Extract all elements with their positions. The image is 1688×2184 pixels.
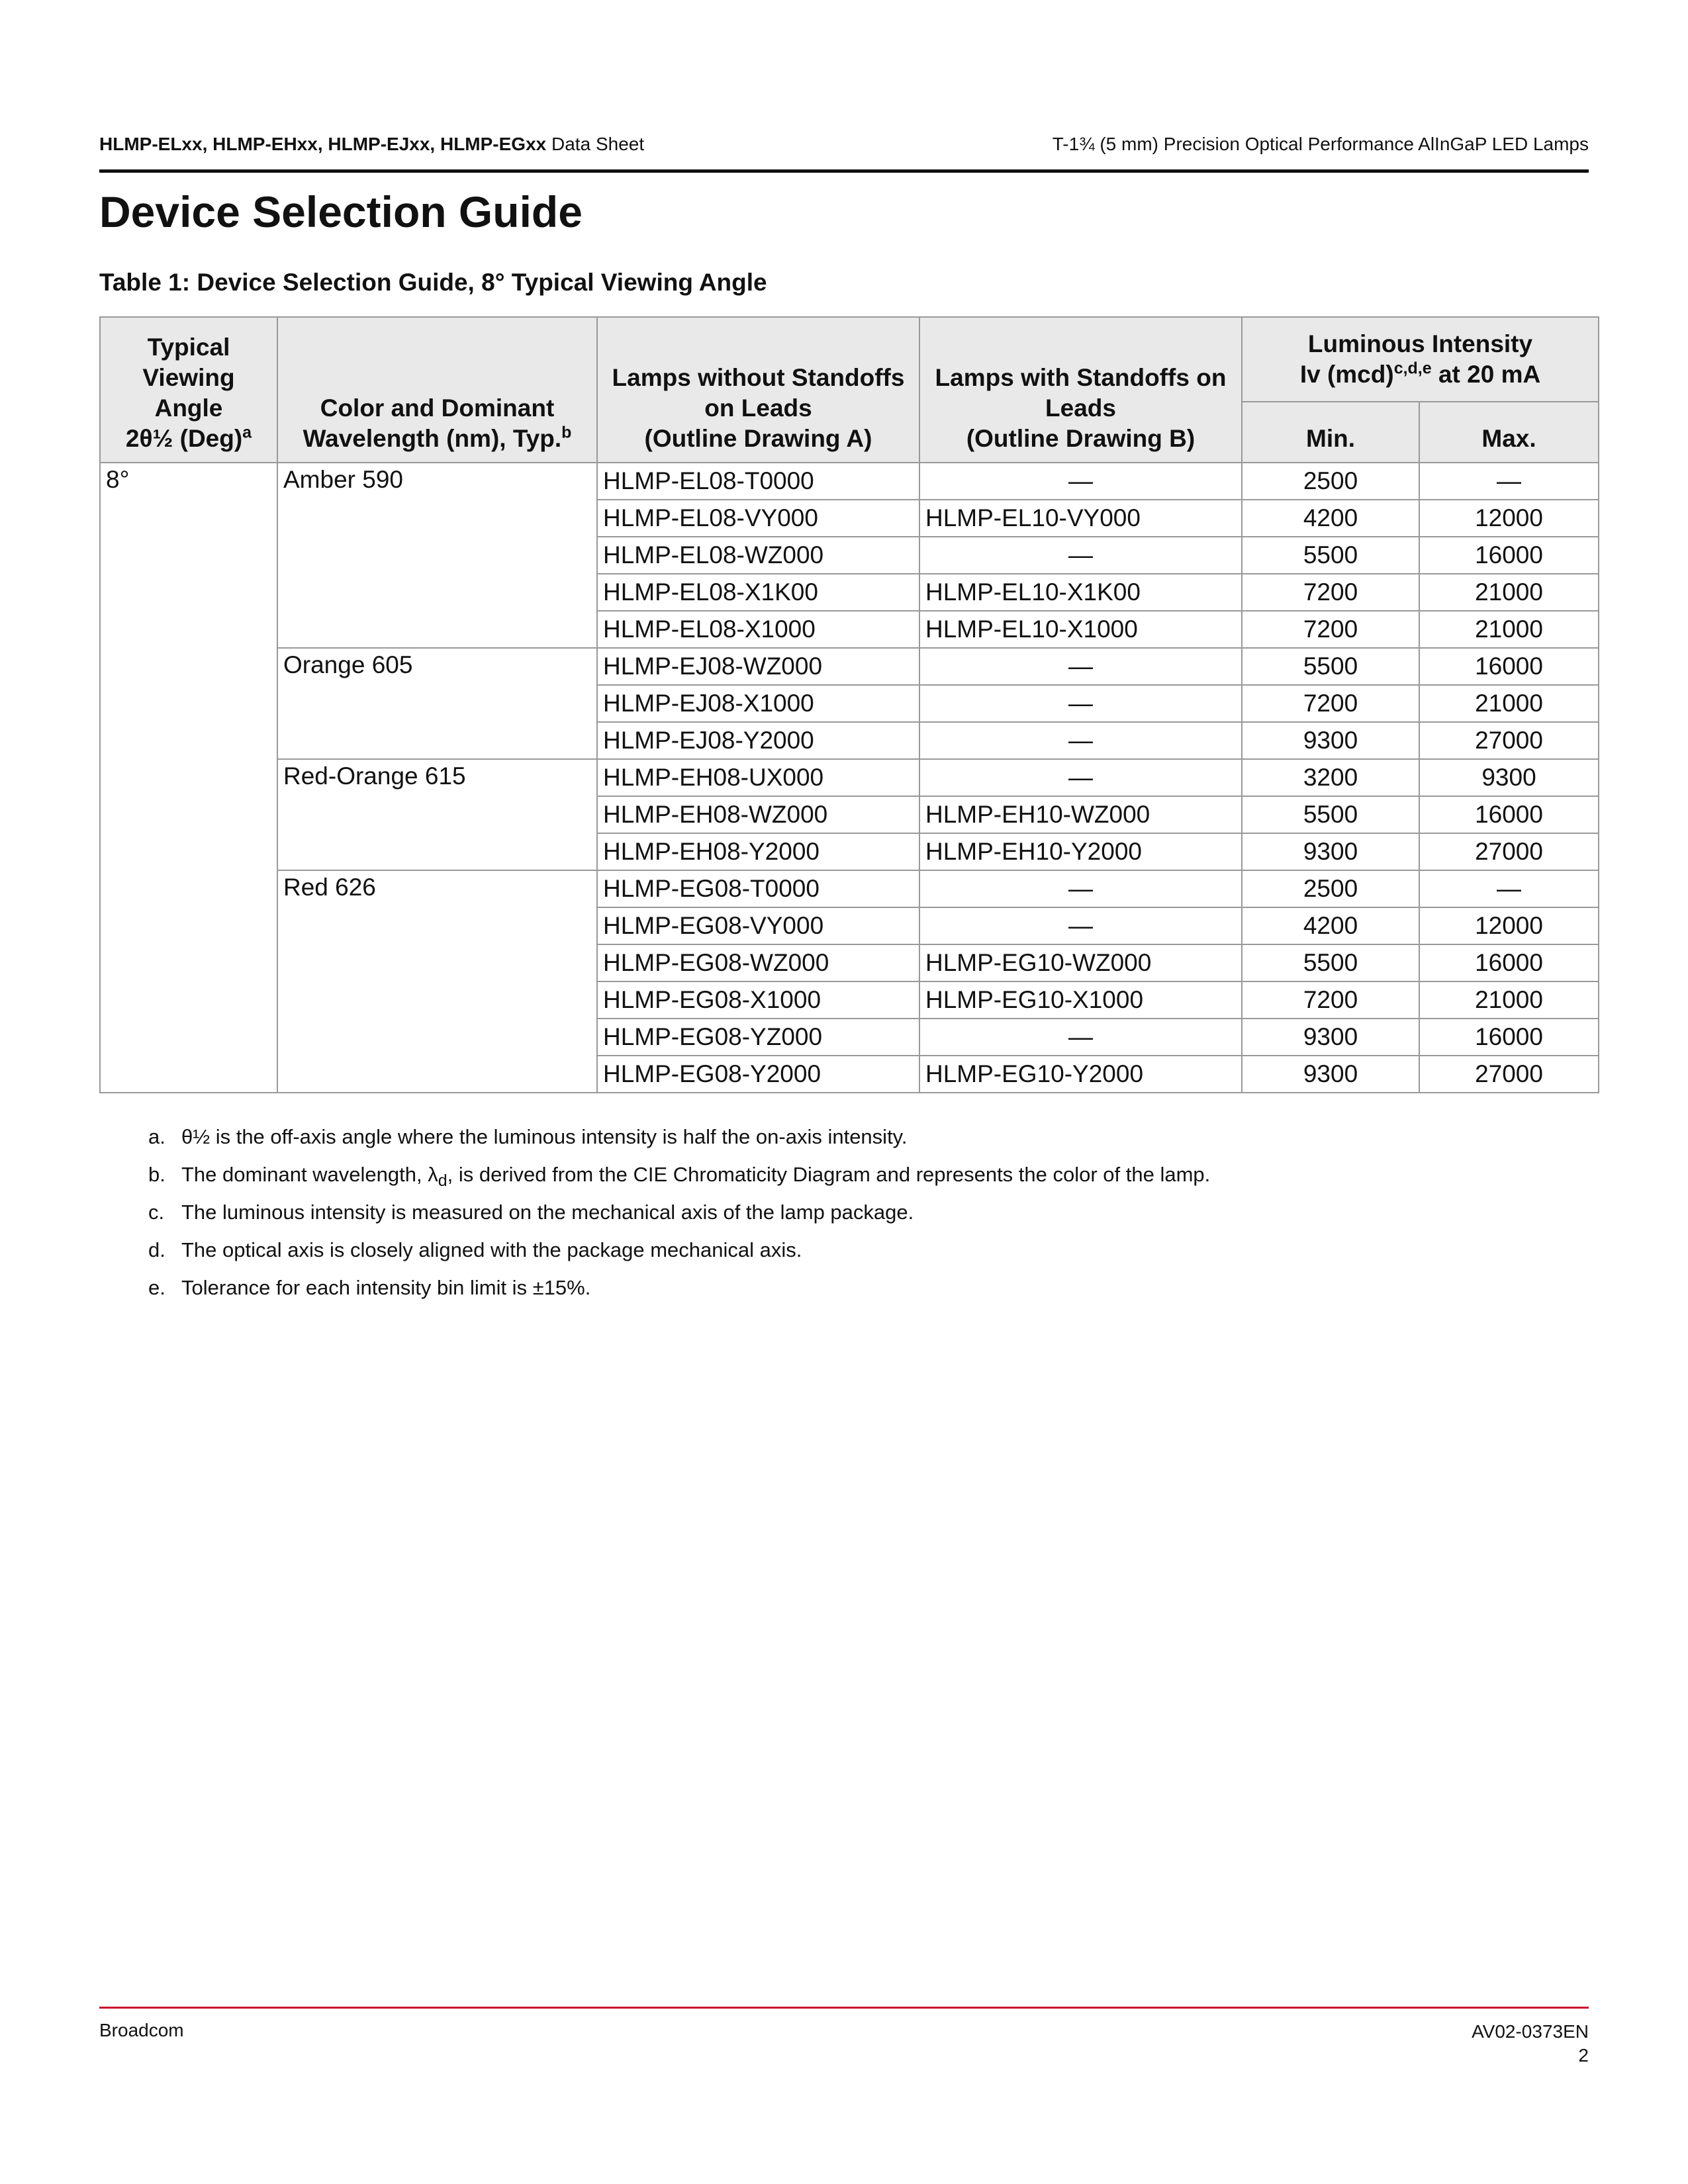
part-number-b: — — [919, 1019, 1242, 1056]
footer-right — [1472, 2020, 1589, 2068]
footnote-text: The luminous intensity is measured on the mechanical axis of the lamp package. — [181, 1201, 914, 1224]
part-number-a: HLMP-EG08-WZ000 — [597, 944, 919, 981]
part-number-b: HLMP-EL10-X1K00 — [919, 574, 1242, 611]
min-intensity: 7200 — [1242, 611, 1419, 648]
min-intensity: 7200 — [1242, 981, 1419, 1019]
part-number-a: HLMP-EJ08-WZ000 — [597, 648, 919, 685]
footnote-a — [144, 1125, 1210, 1163]
footnote-letter: a. — [148, 1125, 165, 1148]
footnote-ref: a — [242, 423, 252, 442]
part-number-a: HLMP-EL08-X1000 — [597, 611, 919, 648]
footnote-letter: d. — [148, 1238, 165, 1261]
min-intensity: 9300 — [1242, 722, 1419, 759]
footer-page-number: 2 — [1578, 2045, 1589, 2066]
part-number-b: — — [919, 907, 1242, 944]
footnote-b — [144, 1163, 1210, 1201]
max-intensity: 27000 — [1419, 722, 1599, 759]
part-number-b: — — [919, 463, 1242, 500]
part-number-b: — — [919, 722, 1242, 759]
min-intensity: 5500 — [1242, 537, 1419, 574]
table-row — [100, 463, 1599, 500]
part-number-a: HLMP-EG08-VY000 — [597, 907, 919, 944]
max-intensity: 21000 — [1419, 685, 1599, 722]
min-intensity: 7200 — [1242, 685, 1419, 722]
header-left — [99, 134, 644, 155]
footnote-text: , is derived from the CIE Chromaticity Diagram and represents the color of the lamp. — [447, 1163, 1211, 1186]
header-text — [282, 424, 592, 454]
header-text: Viewing — [142, 364, 235, 391]
header-text: (Outline Drawing A) — [644, 425, 872, 452]
color-cell-red: Red 626 — [277, 870, 597, 1093]
part-number-a: HLMP-EL08-WZ000 — [597, 537, 919, 574]
header-color-wavelength — [277, 317, 597, 463]
max-intensity: — — [1419, 463, 1599, 500]
header-text: Leads — [1045, 394, 1116, 422]
part-number-a: HLMP-EJ08-X1000 — [597, 685, 919, 722]
part-number-a: HLMP-EL08-T0000 — [597, 463, 919, 500]
color-cell-orange: Orange 605 — [277, 648, 597, 759]
header-product: T-1¾ (5 mm) Precision Optical Performance AlInGaP LED Lamps — [1052, 134, 1589, 154]
footnote-text: The dominant wavelength, λ — [181, 1163, 438, 1186]
max-intensity: 21000 — [1419, 981, 1599, 1019]
header-text: Angle — [154, 394, 223, 422]
part-number-b: HLMP-EG10-WZ000 — [919, 944, 1242, 981]
header-max: Max. — [1419, 402, 1599, 463]
min-intensity: 7200 — [1242, 574, 1419, 611]
min-intensity: 9300 — [1242, 833, 1419, 870]
part-number-b: — — [919, 685, 1242, 722]
part-number-b: — — [919, 537, 1242, 574]
viewing-angle-cell: 8° — [100, 463, 277, 1093]
max-intensity: 21000 — [1419, 611, 1599, 648]
max-intensity: 12000 — [1419, 500, 1599, 537]
max-intensity: 16000 — [1419, 537, 1599, 574]
footnote-text: Tolerance for each intensity bin limit is ±15%. — [181, 1276, 591, 1299]
table-footnotes — [144, 1125, 1210, 1314]
min-intensity: 4200 — [1242, 907, 1419, 944]
footer-divider — [99, 2007, 1589, 2009]
table-row — [100, 648, 1599, 685]
header-text: on Leads — [704, 394, 812, 422]
max-intensity: 16000 — [1419, 1019, 1599, 1056]
header-text — [105, 424, 273, 454]
header-text: at 20 mA — [1431, 361, 1541, 388]
part-number-b: HLMP-EL10-X1000 — [919, 611, 1242, 648]
min-intensity: 2500 — [1242, 870, 1419, 907]
header-text: Luminous Intensity — [1307, 330, 1533, 357]
max-intensity: 12000 — [1419, 907, 1599, 944]
header-without-standoffs — [597, 317, 919, 463]
header-with-standoffs — [919, 317, 1242, 463]
footnote-subscript: d — [438, 1171, 447, 1191]
color-cell-red-orange: Red-Orange 615 — [277, 759, 597, 870]
header-text: Lamps with Standoffs on — [935, 364, 1227, 391]
footer-doc-number: AV02-0373EN — [1472, 2021, 1589, 2042]
header-parts: HLMP-ELxx, HLMP-EHxx, HLMP-EJxx, HLMP-EGxx — [99, 134, 547, 154]
min-intensity: 9300 — [1242, 1056, 1419, 1093]
part-number-a: HLMP-EL08-X1K00 — [597, 574, 919, 611]
footnote-text: θ½ is the off-axis angle where the luminous intensity is half the on-axis intensity. — [181, 1125, 908, 1148]
part-number-b: HLMP-EL10-VY000 — [919, 500, 1242, 537]
part-number-b: — — [919, 870, 1242, 907]
min-intensity: 5500 — [1242, 648, 1419, 685]
footnote-letter: b. — [148, 1163, 165, 1186]
min-intensity: 5500 — [1242, 796, 1419, 833]
page-header — [99, 130, 1589, 173]
footnote-ref: c,d,e — [1393, 359, 1432, 378]
footnote-text: The optical axis is closely aligned with the package mechanical axis. — [181, 1238, 802, 1261]
max-intensity: 16000 — [1419, 796, 1599, 833]
footnote-c — [144, 1201, 1210, 1238]
part-number-b: HLMP-EG10-Y2000 — [919, 1056, 1242, 1093]
min-intensity: 2500 — [1242, 463, 1419, 500]
part-number-a: HLMP-EG08-X1000 — [597, 981, 919, 1019]
page-title: Device Selection Guide — [99, 187, 583, 236]
footer-company: Broadcom — [99, 2020, 184, 2040]
part-number-a: HLMP-EG08-YZ000 — [597, 1019, 919, 1056]
header-text: Iv (mcd) — [1299, 361, 1394, 388]
table-row — [100, 759, 1599, 796]
part-number-a: HLMP-EG08-T0000 — [597, 870, 919, 907]
header-text — [1246, 359, 1594, 390]
part-number-b: — — [919, 759, 1242, 796]
part-number-b: — — [919, 648, 1242, 685]
part-number-a: HLMP-EH08-UX000 — [597, 759, 919, 796]
table-caption: Table 1: Device Selection Guide, 8° Typical Viewing Angle — [99, 269, 767, 296]
header-text: (Outline Drawing B) — [966, 425, 1196, 452]
max-intensity: 16000 — [1419, 648, 1599, 685]
min-intensity: 3200 — [1242, 759, 1419, 796]
max-intensity: 9300 — [1419, 759, 1599, 796]
part-number-b: HLMP-EH10-Y2000 — [919, 833, 1242, 870]
header-text: Lamps without Standoffs — [612, 364, 905, 391]
min-intensity: 4200 — [1242, 500, 1419, 537]
min-intensity: 9300 — [1242, 1019, 1419, 1056]
max-intensity: 27000 — [1419, 833, 1599, 870]
footnote-letter: e. — [148, 1276, 165, 1299]
max-intensity: 16000 — [1419, 944, 1599, 981]
part-number-a: HLMP-EG08-Y2000 — [597, 1056, 919, 1093]
device-selection-table — [99, 316, 1599, 1093]
header-text: Wavelength (nm), Typ. — [303, 425, 562, 452]
table-row — [100, 870, 1599, 907]
part-number-b: HLMP-EH10-WZ000 — [919, 796, 1242, 833]
header-text: Color and Dominant — [320, 394, 555, 422]
header-min: Min. — [1242, 402, 1419, 463]
max-intensity: 27000 — [1419, 1056, 1599, 1093]
footnote-letter: c. — [148, 1201, 165, 1224]
min-intensity: 5500 — [1242, 944, 1419, 981]
header-text: Typical — [147, 334, 230, 361]
part-number-b: HLMP-EG10-X1000 — [919, 981, 1242, 1019]
header-luminous-intensity — [1242, 317, 1599, 402]
part-number-a: HLMP-EH08-Y2000 — [597, 833, 919, 870]
footnote-e — [144, 1276, 1210, 1314]
header-viewing-angle — [100, 317, 277, 463]
part-number-a: HLMP-EH08-WZ000 — [597, 796, 919, 833]
footnote-ref: b — [561, 423, 572, 442]
part-number-a: HLMP-EJ08-Y2000 — [597, 722, 919, 759]
footnote-d — [144, 1238, 1210, 1276]
color-cell-amber: Amber 590 — [277, 463, 597, 648]
header-doc-type: Data Sheet — [551, 134, 645, 154]
max-intensity: 21000 — [1419, 574, 1599, 611]
max-intensity: — — [1419, 870, 1599, 907]
header-text: 2θ½ (Deg) — [125, 425, 243, 452]
part-number-a: HLMP-EL08-VY000 — [597, 500, 919, 537]
